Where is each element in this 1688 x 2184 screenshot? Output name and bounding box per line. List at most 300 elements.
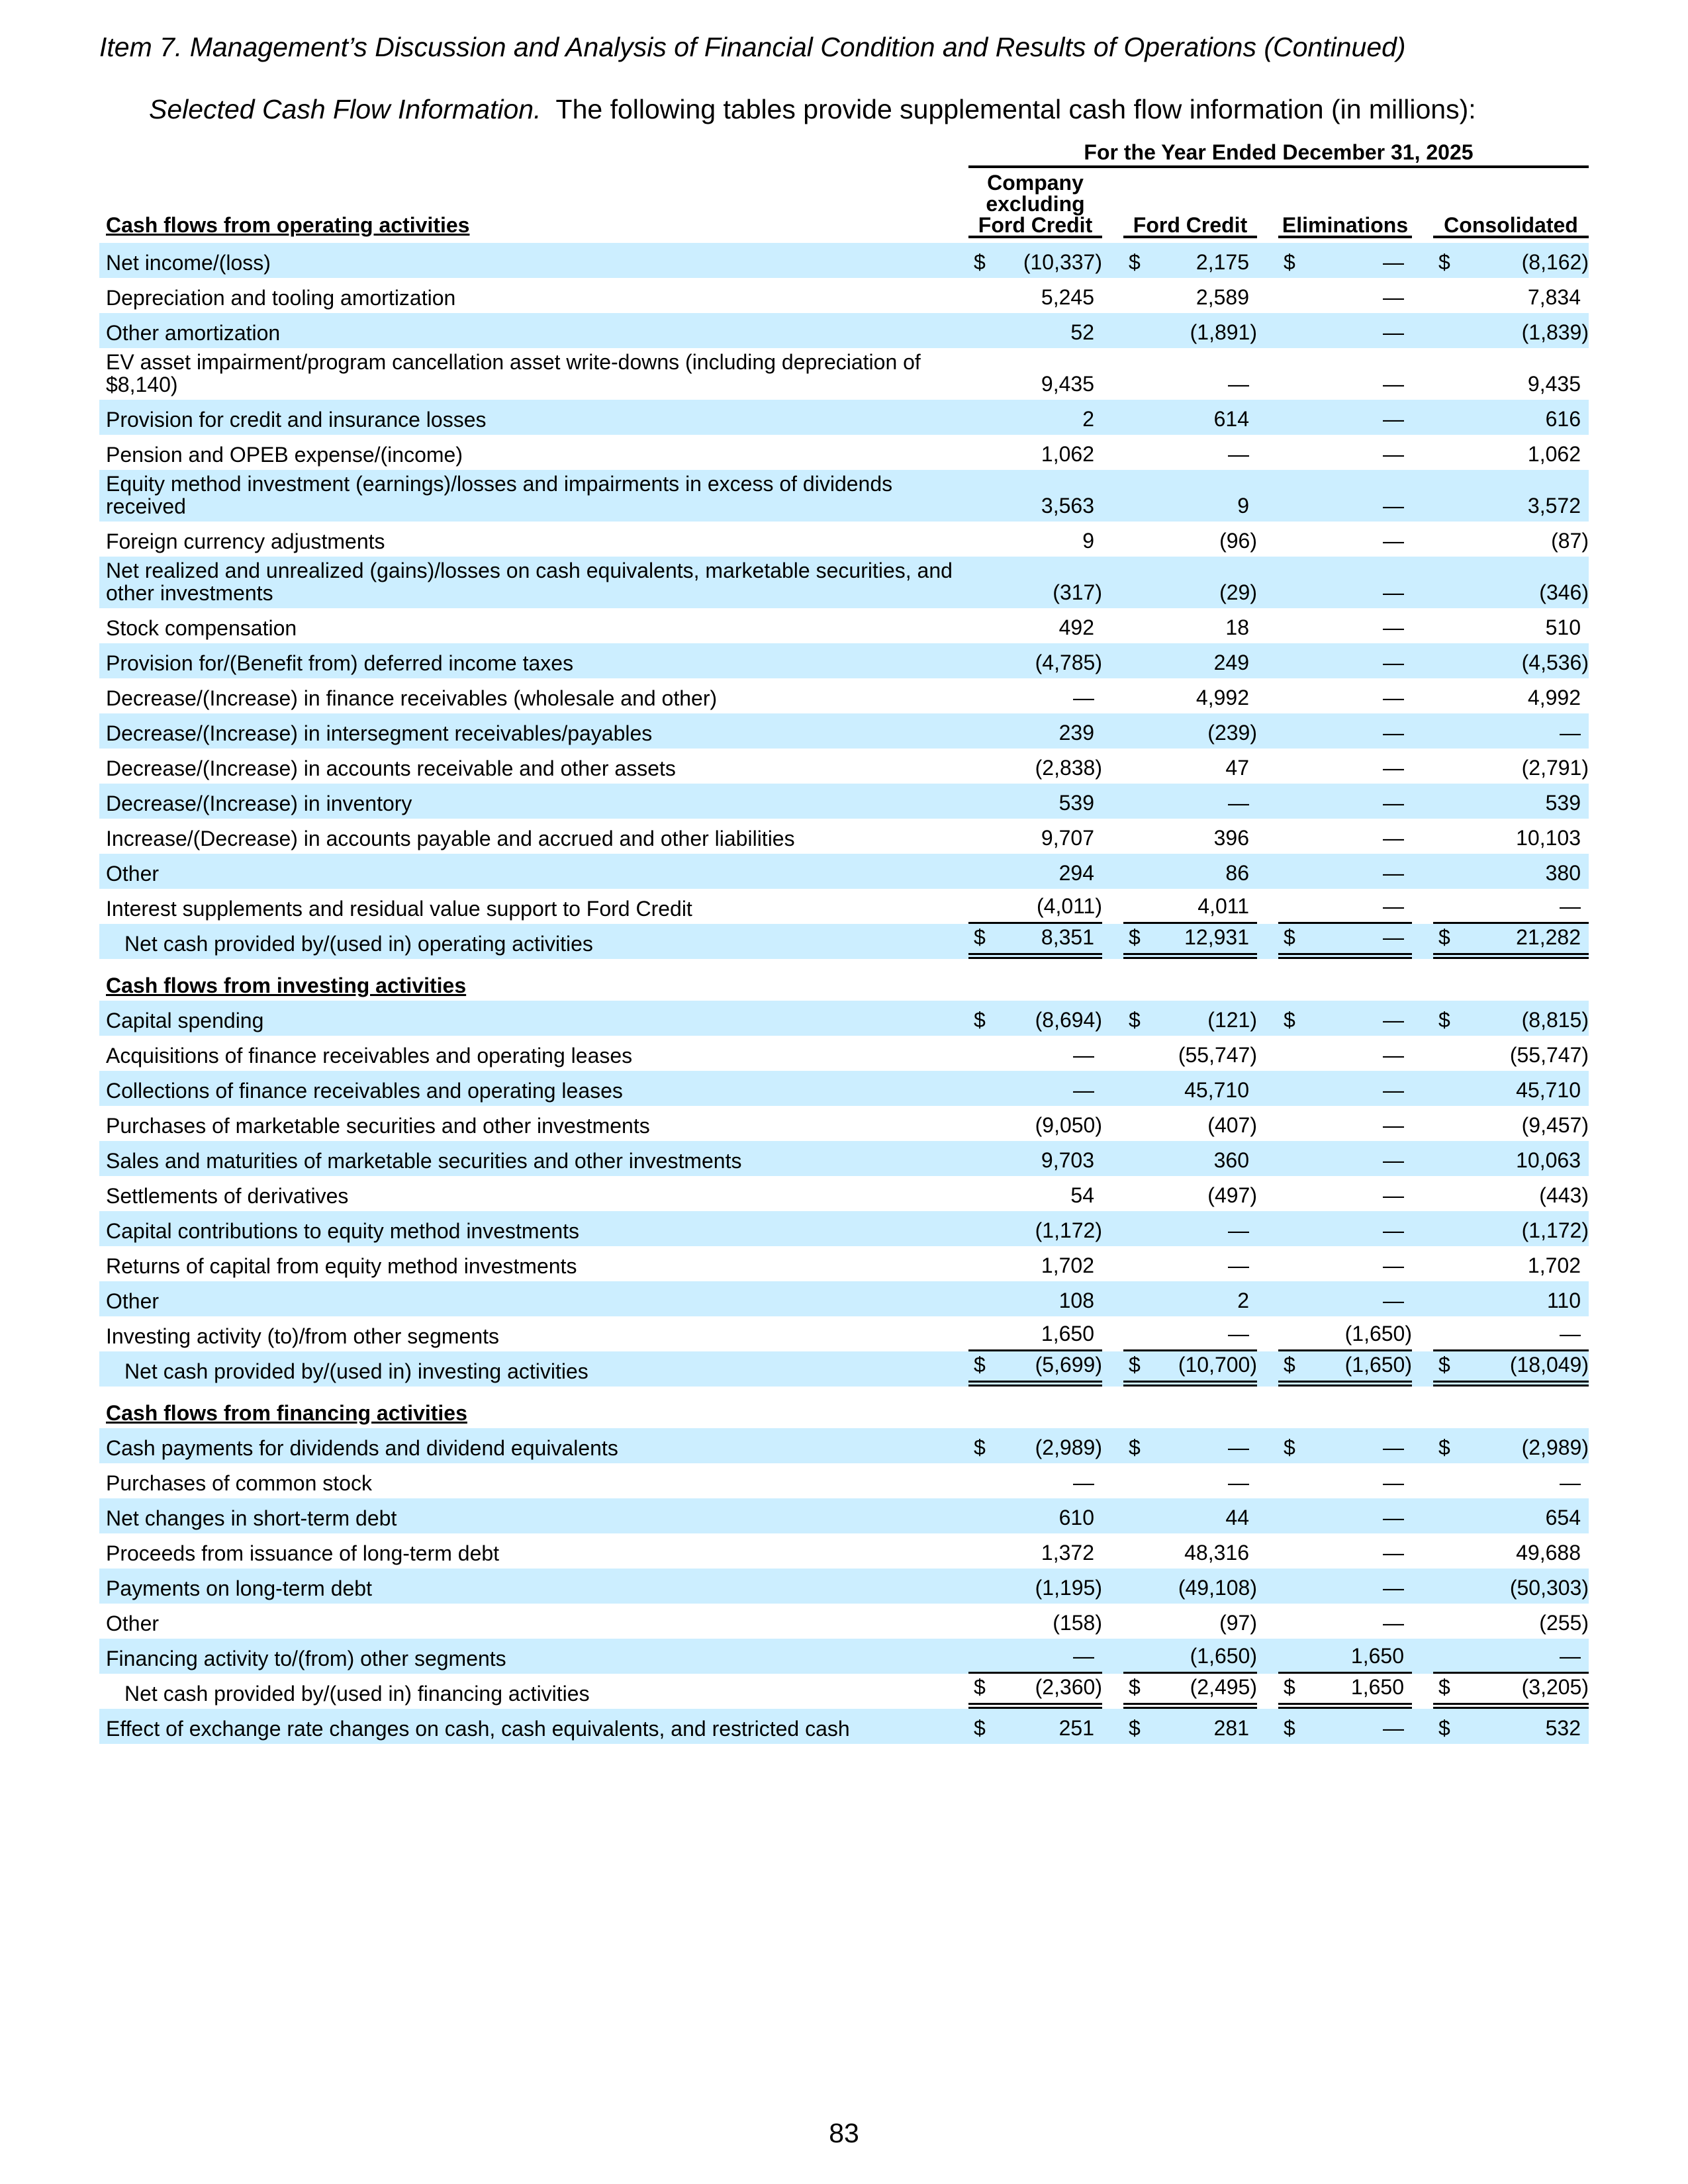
cell-value: — bbox=[1560, 1644, 1581, 1668]
cell-value: (87) bbox=[1551, 529, 1589, 553]
dollar-sign: $ bbox=[974, 1008, 986, 1032]
cell-ford-credit bbox=[1123, 529, 1257, 553]
cell-eliminations bbox=[1278, 580, 1412, 604]
cell-company bbox=[968, 721, 1102, 745]
table-row bbox=[99, 1533, 1589, 1569]
cell-value: 21,282 bbox=[1516, 925, 1581, 949]
dollar-sign: $ bbox=[1284, 250, 1295, 274]
cell-eliminations bbox=[1278, 924, 1412, 959]
cell-value: 49,688 bbox=[1516, 1541, 1581, 1565]
cell-value: (1,650) bbox=[1344, 1322, 1412, 1345]
cell-value: 18 bbox=[1225, 615, 1249, 639]
cell-ford-credit bbox=[1123, 1541, 1257, 1565]
cell-company bbox=[968, 924, 1102, 959]
cell-value: 1,650 bbox=[1350, 1644, 1404, 1668]
cell-company bbox=[968, 580, 1102, 604]
row-label: Foreign currency adjustments bbox=[106, 529, 385, 553]
cell-ford-credit bbox=[1123, 250, 1257, 274]
cell-ford-credit bbox=[1123, 285, 1257, 309]
cell-eliminations bbox=[1278, 1541, 1412, 1565]
cell-value: (29) bbox=[1219, 580, 1257, 604]
cell-eliminations bbox=[1278, 1716, 1412, 1740]
cell-ford-credit bbox=[1123, 721, 1257, 745]
row-label: Provision for credit and insurance losses bbox=[106, 408, 487, 432]
cell-value: — bbox=[1383, 686, 1404, 709]
cell-company bbox=[968, 1435, 1102, 1459]
cell-eliminations bbox=[1278, 1113, 1412, 1137]
cell-ford-credit bbox=[1123, 407, 1257, 431]
cell-ford-credit bbox=[1123, 1043, 1257, 1067]
table-row bbox=[99, 1281, 1589, 1316]
row-label: Other bbox=[106, 862, 160, 886]
table-row bbox=[99, 1604, 1589, 1639]
row-label: Cash payments for dividends and dividend equivalents bbox=[106, 1436, 618, 1460]
cell-ford-credit bbox=[1123, 791, 1257, 815]
cell-value: 1,062 bbox=[1041, 442, 1094, 466]
cell-consolidated bbox=[1433, 1435, 1589, 1459]
table-row bbox=[99, 1639, 1589, 1674]
cell-eliminations bbox=[1278, 285, 1412, 309]
dollar-sign: $ bbox=[1438, 1716, 1450, 1740]
cell-value: — bbox=[1383, 442, 1404, 466]
cell-company bbox=[968, 1506, 1102, 1529]
total-row bbox=[99, 1674, 1589, 1709]
cell-value: (443) bbox=[1539, 1183, 1589, 1207]
cell-company bbox=[968, 791, 1102, 815]
cell-company bbox=[968, 285, 1102, 309]
cell-eliminations bbox=[1278, 1576, 1412, 1600]
cell-value: (49,108) bbox=[1178, 1576, 1257, 1600]
cell-value: (2,989) bbox=[1521, 1435, 1589, 1459]
cell-eliminations bbox=[1278, 529, 1412, 553]
cell-ford-credit bbox=[1123, 442, 1257, 466]
cell-company bbox=[968, 529, 1102, 553]
cell-value: (50,303) bbox=[1509, 1576, 1589, 1600]
cell-value: — bbox=[1228, 1471, 1249, 1494]
cell-value: — bbox=[1228, 1322, 1249, 1345]
cell-value: 8,351 bbox=[1041, 925, 1094, 949]
cell-eliminations bbox=[1278, 1289, 1412, 1312]
dollar-sign: $ bbox=[1284, 1435, 1295, 1459]
cell-value: — bbox=[1383, 1113, 1404, 1137]
cell-consolidated bbox=[1433, 861, 1589, 885]
cell-value: (1,195) bbox=[1035, 1576, 1102, 1600]
cell-value: — bbox=[1073, 686, 1094, 709]
cell-eliminations bbox=[1278, 1183, 1412, 1207]
cell-eliminations bbox=[1278, 686, 1412, 709]
row-label: Investing activity (to)/from other segments bbox=[106, 1324, 499, 1348]
table-row bbox=[99, 1463, 1589, 1498]
cell-value: 5,245 bbox=[1041, 285, 1094, 309]
cell-value: — bbox=[1228, 372, 1249, 396]
cell-value: (18,049) bbox=[1509, 1353, 1589, 1377]
cell-value: — bbox=[1383, 1183, 1404, 1207]
cell-value: 9,703 bbox=[1041, 1148, 1094, 1172]
cell-value: — bbox=[1383, 372, 1404, 396]
cell-value: (1,172) bbox=[1035, 1218, 1102, 1242]
cell-company bbox=[968, 1351, 1102, 1387]
dollar-sign: $ bbox=[974, 1353, 986, 1377]
cell-eliminations bbox=[1278, 1253, 1412, 1277]
cell-eliminations bbox=[1278, 756, 1412, 780]
section-operating-heading: Cash flows from operating activities bbox=[106, 213, 470, 237]
cell-consolidated bbox=[1433, 924, 1589, 959]
dollar-sign: $ bbox=[974, 1716, 986, 1740]
cell-eliminations bbox=[1278, 1008, 1412, 1032]
cell-value: (239) bbox=[1207, 721, 1257, 745]
row-label: Proceeds from issuance of long-term debt bbox=[106, 1541, 500, 1565]
row-label: Net cash provided by/(used in) financing activities bbox=[124, 1682, 590, 1706]
cell-value: 45,710 bbox=[1516, 1078, 1581, 1102]
cell-consolidated bbox=[1433, 442, 1589, 466]
dollar-sign: $ bbox=[1438, 1353, 1450, 1377]
cell-value: — bbox=[1383, 791, 1404, 815]
cell-value: — bbox=[1383, 1078, 1404, 1102]
cell-consolidated bbox=[1433, 1043, 1589, 1067]
dollar-sign: $ bbox=[1129, 1008, 1141, 1032]
row-label: Collections of finance receivables and operating leases bbox=[106, 1079, 623, 1103]
cell-eliminations bbox=[1278, 1435, 1412, 1459]
cell-value: — bbox=[1383, 894, 1404, 918]
row-label: EV asset impairment/program cancellation asset write-downs (including depreciation of $8,140) bbox=[106, 350, 921, 396]
dollar-sign: $ bbox=[1438, 250, 1450, 274]
cell-consolidated bbox=[1433, 529, 1589, 553]
row-label: Acquisitions of finance receivables and operating leases bbox=[106, 1044, 633, 1068]
cell-value: (158) bbox=[1053, 1611, 1102, 1635]
cell-value: — bbox=[1383, 494, 1404, 518]
row-label: Decrease/(Increase) in inventory bbox=[106, 792, 412, 815]
table-row bbox=[99, 1316, 1589, 1351]
cell-ford-credit bbox=[1123, 1351, 1257, 1387]
cell-value: — bbox=[1560, 721, 1581, 745]
cell-value: 9,435 bbox=[1527, 372, 1581, 396]
cell-value: — bbox=[1383, 615, 1404, 639]
cell-value: (1,650) bbox=[1344, 1353, 1412, 1377]
row-label: Equity method investment (earnings)/losses and impairments in excess of dividends received bbox=[106, 472, 893, 518]
table-row bbox=[99, 435, 1589, 470]
cell-ford-credit bbox=[1123, 1435, 1257, 1459]
row-label: Financing activity to/(from) other segments bbox=[106, 1647, 506, 1670]
cell-consolidated bbox=[1433, 1113, 1589, 1137]
dollar-sign: $ bbox=[1438, 1675, 1450, 1699]
cell-ford-credit bbox=[1123, 1576, 1257, 1600]
cell-consolidated bbox=[1433, 1253, 1589, 1277]
cell-value: 9,707 bbox=[1041, 826, 1094, 850]
table-row bbox=[99, 1106, 1589, 1141]
cell-value: — bbox=[1383, 925, 1404, 949]
cell-ford-credit bbox=[1123, 1113, 1257, 1137]
cell-value: 3,572 bbox=[1527, 494, 1581, 518]
period-header: For the Year Ended December 31, 2025 bbox=[968, 139, 1589, 168]
cell-value: 1,650 bbox=[1041, 1322, 1094, 1345]
section-heading: Cash flows from financing activities bbox=[106, 1401, 467, 1425]
cell-eliminations bbox=[1278, 791, 1412, 815]
cell-eliminations bbox=[1278, 826, 1412, 850]
intro-paragraph bbox=[149, 94, 1476, 125]
cell-value: 9 bbox=[1237, 494, 1249, 518]
cell-value: 1,702 bbox=[1041, 1253, 1094, 1277]
table-row bbox=[99, 749, 1589, 784]
table-row bbox=[99, 678, 1589, 713]
row-label: Purchases of common stock bbox=[106, 1471, 372, 1495]
cell-value: — bbox=[1383, 285, 1404, 309]
row-label: Other bbox=[106, 1289, 160, 1313]
cell-value: 45,710 bbox=[1184, 1078, 1249, 1102]
dollar-sign: $ bbox=[1284, 1353, 1295, 1377]
cell-value: — bbox=[1383, 1253, 1404, 1277]
cell-consolidated bbox=[1433, 1471, 1589, 1494]
dollar-sign: $ bbox=[1438, 925, 1450, 949]
cell-ford-credit bbox=[1123, 924, 1257, 959]
row-label: Net income/(loss) bbox=[106, 251, 271, 275]
dollar-sign: $ bbox=[1129, 250, 1141, 274]
column-header-eliminations: Eliminations bbox=[1278, 214, 1412, 238]
cell-value: (10,700) bbox=[1178, 1353, 1257, 1377]
cell-consolidated bbox=[1433, 791, 1589, 815]
cell-value: (1,650) bbox=[1190, 1644, 1257, 1668]
cell-value: 10,063 bbox=[1516, 1148, 1581, 1172]
cell-eliminations bbox=[1278, 651, 1412, 674]
table-row bbox=[99, 1246, 1589, 1281]
cell-ford-credit bbox=[1123, 1008, 1257, 1032]
cell-company bbox=[968, 1611, 1102, 1635]
cell-value: 86 bbox=[1225, 861, 1249, 885]
cell-value: — bbox=[1073, 1043, 1094, 1067]
cell-value: — bbox=[1560, 894, 1581, 918]
cell-ford-credit bbox=[1123, 756, 1257, 780]
cell-value: 1,062 bbox=[1527, 442, 1581, 466]
cell-eliminations bbox=[1278, 250, 1412, 274]
cell-company bbox=[968, 250, 1102, 274]
cell-value: — bbox=[1228, 442, 1249, 466]
cell-value: 249 bbox=[1213, 651, 1249, 674]
cell-value: — bbox=[1383, 1043, 1404, 1067]
cell-company bbox=[968, 1253, 1102, 1277]
table-row bbox=[99, 243, 1589, 278]
cell-consolidated bbox=[1433, 1716, 1589, 1740]
intro-text: The following tables provide supplemental cash flow information (in millions): bbox=[555, 94, 1476, 124]
dollar-sign: $ bbox=[1438, 1008, 1450, 1032]
cell-value: 47 bbox=[1225, 756, 1249, 780]
row-label: Net cash provided by/(used in) operating activities bbox=[124, 932, 593, 956]
cell-company bbox=[968, 1148, 1102, 1172]
cell-value: 1,650 bbox=[1350, 1675, 1404, 1699]
cell-value: — bbox=[1383, 1611, 1404, 1635]
cell-value: 108 bbox=[1058, 1289, 1094, 1312]
cell-ford-credit bbox=[1123, 1289, 1257, 1312]
cell-value: (2,360) bbox=[1035, 1675, 1102, 1699]
cell-value: — bbox=[1383, 1506, 1404, 1529]
row-label: Net cash provided by/(used in) investing activities bbox=[124, 1359, 588, 1383]
table-row bbox=[99, 470, 1589, 522]
cell-eliminations bbox=[1278, 372, 1412, 396]
row-label: Stock compensation bbox=[106, 616, 297, 640]
cell-consolidated bbox=[1433, 372, 1589, 396]
row-label: Other amortization bbox=[106, 321, 281, 345]
cell-consolidated bbox=[1433, 756, 1589, 780]
row-label: Net realized and unrealized (gains)/losses on cash equivalents, marketable securities, and other investments bbox=[106, 559, 953, 605]
cell-value: 2,175 bbox=[1196, 250, 1249, 274]
dollar-sign: $ bbox=[1129, 1435, 1141, 1459]
dollar-sign: $ bbox=[1284, 925, 1295, 949]
cell-company bbox=[968, 1576, 1102, 1600]
cell-consolidated bbox=[1433, 1148, 1589, 1172]
cell-value: — bbox=[1228, 1253, 1249, 1277]
cell-value: — bbox=[1383, 320, 1404, 344]
cell-consolidated bbox=[1433, 285, 1589, 309]
cell-eliminations bbox=[1278, 1148, 1412, 1172]
cell-company bbox=[968, 442, 1102, 466]
cell-value: 2,589 bbox=[1196, 285, 1249, 309]
dollar-sign: $ bbox=[974, 1435, 986, 1459]
cell-company bbox=[968, 1043, 1102, 1067]
cell-value: (255) bbox=[1539, 1611, 1589, 1635]
cell-eliminations bbox=[1278, 320, 1412, 344]
cell-consolidated bbox=[1433, 407, 1589, 431]
cell-eliminations bbox=[1278, 721, 1412, 745]
cell-consolidated bbox=[1433, 494, 1589, 518]
cell-value: (1,172) bbox=[1521, 1218, 1589, 1242]
cell-value: 1,372 bbox=[1041, 1541, 1094, 1565]
cell-eliminations bbox=[1278, 861, 1412, 885]
cell-ford-credit bbox=[1123, 320, 1257, 344]
cell-value: (121) bbox=[1207, 1008, 1257, 1032]
cell-eliminations bbox=[1278, 407, 1412, 431]
cell-ford-credit bbox=[1123, 1218, 1257, 1242]
row-label: Purchases of marketable securities and other investments bbox=[106, 1114, 650, 1138]
cell-value: (4,785) bbox=[1035, 651, 1102, 674]
intro-italic: Selected Cash Flow Information. bbox=[149, 94, 541, 124]
row-label: Capital spending bbox=[106, 1009, 264, 1032]
table-row bbox=[99, 1001, 1589, 1036]
row-label: Decrease/(Increase) in accounts receivable and other assets bbox=[106, 756, 676, 780]
cell-value: 616 bbox=[1545, 407, 1581, 431]
cell-value: — bbox=[1383, 1218, 1404, 1242]
table-row bbox=[99, 1036, 1589, 1071]
cell-company bbox=[968, 1078, 1102, 1102]
cell-eliminations bbox=[1278, 1506, 1412, 1529]
cell-value: (1,839) bbox=[1521, 320, 1589, 344]
cell-value: (2,838) bbox=[1035, 756, 1102, 780]
cell-value: 2 bbox=[1237, 1289, 1249, 1312]
dollar-sign: $ bbox=[1284, 1008, 1295, 1032]
row-label: Effect of exchange rate changes on cash, cash equivalents, and restricted cash bbox=[106, 1717, 850, 1741]
cell-value: 2 bbox=[1082, 407, 1094, 431]
cell-value: (8,162) bbox=[1521, 250, 1589, 274]
cell-value: — bbox=[1560, 1322, 1581, 1345]
cell-value: 510 bbox=[1545, 615, 1581, 639]
cell-value: 492 bbox=[1058, 615, 1094, 639]
table-row bbox=[99, 1211, 1589, 1246]
cell-value: 614 bbox=[1213, 407, 1249, 431]
cell-consolidated bbox=[1433, 1611, 1589, 1635]
page-heading: Item 7. Management’s Discussion and Analysis of Financial Condition and Results of Operations (Continued) bbox=[99, 32, 1406, 62]
cell-ford-credit bbox=[1123, 651, 1257, 674]
cell-consolidated bbox=[1433, 894, 1589, 924]
cell-value: (5,699) bbox=[1035, 1353, 1102, 1377]
cell-company bbox=[968, 686, 1102, 709]
cell-consolidated bbox=[1433, 1008, 1589, 1032]
cell-eliminations bbox=[1278, 1351, 1412, 1387]
table-row bbox=[99, 1569, 1589, 1604]
cell-consolidated bbox=[1433, 1218, 1589, 1242]
cell-ford-credit bbox=[1123, 1183, 1257, 1207]
table-row bbox=[99, 1141, 1589, 1176]
cell-ford-credit bbox=[1123, 1674, 1257, 1709]
cell-company bbox=[968, 1541, 1102, 1565]
cell-consolidated bbox=[1433, 1183, 1589, 1207]
cell-ford-credit bbox=[1123, 615, 1257, 639]
section-heading-row bbox=[99, 969, 1589, 1001]
cell-company bbox=[968, 1674, 1102, 1709]
cell-ford-credit bbox=[1123, 580, 1257, 604]
cell-value: 4,011 bbox=[1197, 894, 1249, 918]
row-label: Decrease/(Increase) in intersegment receivables/payables bbox=[106, 721, 653, 745]
cell-value: (497) bbox=[1207, 1183, 1257, 1207]
cell-value: — bbox=[1383, 1008, 1404, 1032]
cell-ford-credit bbox=[1123, 1506, 1257, 1529]
cell-consolidated bbox=[1433, 580, 1589, 604]
cell-ford-credit bbox=[1123, 826, 1257, 850]
row-label: Payments on long-term debt bbox=[106, 1576, 372, 1600]
table-row bbox=[99, 643, 1589, 678]
row-label: Interest supplements and residual value support to Ford Credit bbox=[106, 897, 692, 921]
cell-value: — bbox=[1383, 1716, 1404, 1740]
table-row bbox=[99, 1498, 1589, 1533]
cell-value: 10,103 bbox=[1516, 826, 1581, 850]
cell-value: (407) bbox=[1207, 1113, 1257, 1137]
row-label: Decrease/(Increase) in finance receivables (wholesale and other) bbox=[106, 686, 718, 710]
cell-ford-credit bbox=[1123, 1644, 1257, 1674]
cell-eliminations bbox=[1278, 1611, 1412, 1635]
cell-company bbox=[968, 1644, 1102, 1674]
cell-value: (10,337) bbox=[1023, 250, 1102, 274]
table-row bbox=[99, 1176, 1589, 1211]
cell-eliminations bbox=[1278, 1322, 1412, 1351]
cell-ford-credit bbox=[1123, 1716, 1257, 1740]
cell-company bbox=[968, 651, 1102, 674]
cell-value: — bbox=[1383, 1541, 1404, 1565]
table-row bbox=[99, 313, 1589, 348]
cell-consolidated bbox=[1433, 1078, 1589, 1102]
cell-ford-credit bbox=[1123, 1471, 1257, 1494]
cell-ford-credit bbox=[1123, 372, 1257, 396]
row-label: Sales and maturities of marketable securities and other investments bbox=[106, 1149, 742, 1173]
cell-value: (2,791) bbox=[1521, 756, 1589, 780]
cell-ford-credit bbox=[1123, 861, 1257, 885]
row-label: Settlements of derivatives bbox=[106, 1184, 349, 1208]
dollar-sign: $ bbox=[1129, 1716, 1141, 1740]
cell-value: — bbox=[1383, 826, 1404, 850]
table-row bbox=[99, 278, 1589, 313]
row-label: Other bbox=[106, 1612, 160, 1635]
cell-value: — bbox=[1383, 529, 1404, 553]
table-row bbox=[99, 1428, 1589, 1463]
cell-value: (2,989) bbox=[1035, 1435, 1102, 1459]
cell-value: — bbox=[1383, 407, 1404, 431]
cell-company bbox=[968, 826, 1102, 850]
cell-value: 610 bbox=[1058, 1506, 1094, 1529]
table-row bbox=[99, 557, 1589, 608]
cell-consolidated bbox=[1433, 1644, 1589, 1674]
table-row bbox=[99, 348, 1589, 400]
cell-company bbox=[968, 615, 1102, 639]
total-row bbox=[99, 924, 1589, 959]
cell-consolidated bbox=[1433, 320, 1589, 344]
table-row bbox=[99, 522, 1589, 557]
dollar-sign: $ bbox=[1129, 1353, 1141, 1377]
cell-value: 9,435 bbox=[1041, 372, 1094, 396]
